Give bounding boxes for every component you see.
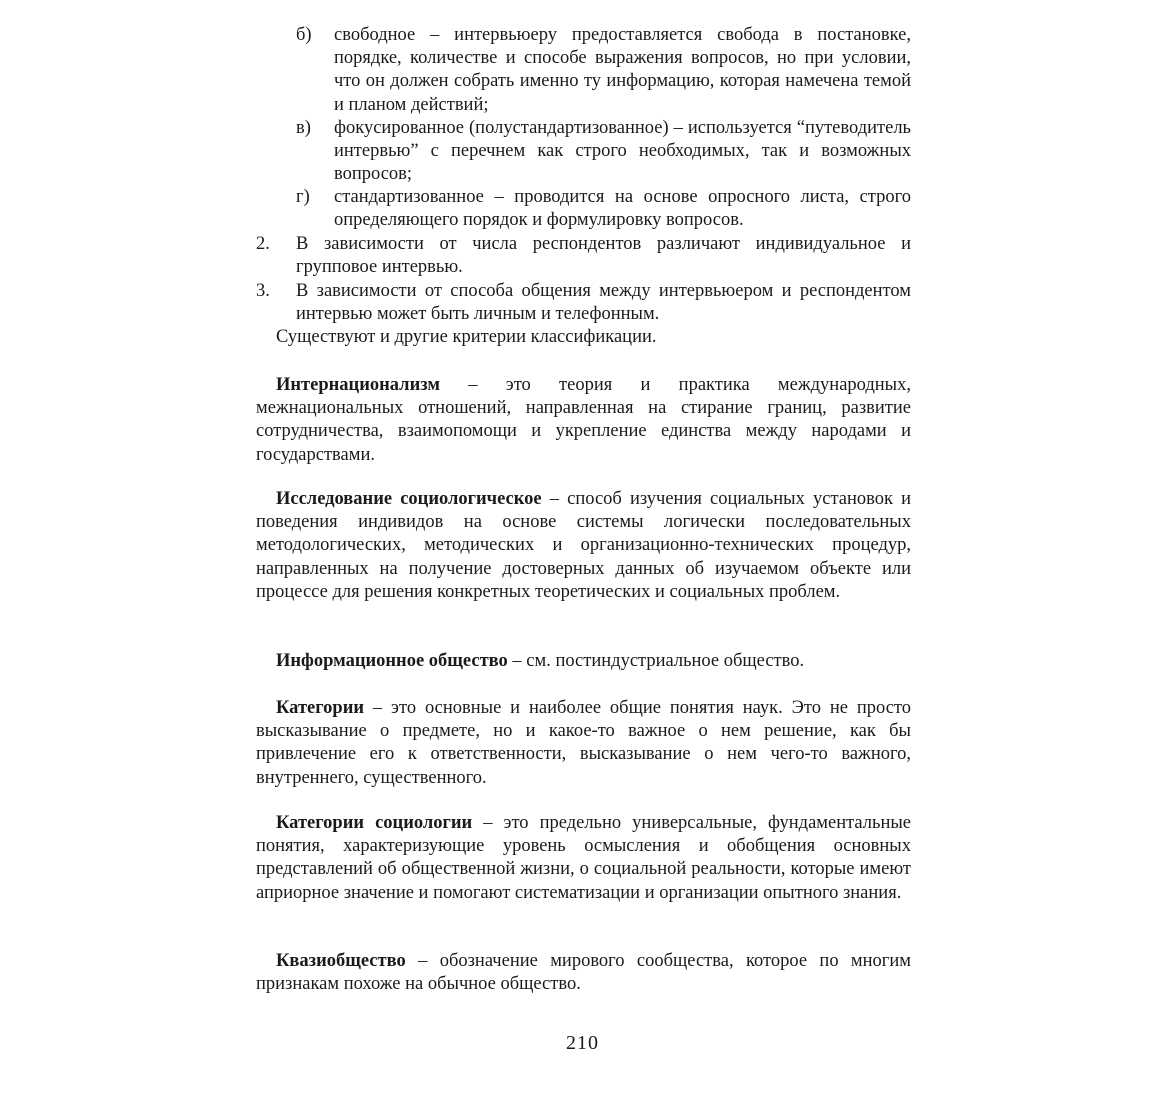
definition-information-society	[256, 650, 911, 673]
definition-term: Информационное общество	[276, 651, 508, 671]
list-item-text: стандартизованное – проводится на основе опросного листа, строго определяющего порядок и формулировку вопросов.	[334, 187, 911, 231]
list-item-text: В зависимости от способа общения между интервьюером и респондентом интервью может быть личным и телефонным.	[296, 281, 911, 325]
list-item-text: В зависимости от числа респондентов различают индивидуальное и групповое интервью.	[296, 234, 911, 278]
definition-term: Категории социологии	[276, 813, 473, 833]
definition-term: Квазиобщество	[276, 951, 406, 971]
definition-text: – см. постиндустриальное общество.	[507, 651, 805, 671]
definition-quasi-society	[256, 950, 911, 996]
list-marker: г)	[296, 187, 310, 207]
closing-note: Существуют и другие критерии классификации.	[276, 327, 657, 347]
definition-term: Исследование социологическое	[276, 489, 542, 509]
list-item	[296, 117, 911, 187]
list-item	[256, 280, 911, 326]
definition-internationalism	[256, 374, 911, 467]
list-item	[296, 24, 911, 117]
definition-term: Категории	[276, 698, 365, 718]
definition-text: – это предельно универсальные, фундаментальные понятия, характеризующие уровень осмысления и обобщения основных представлений об общественной жизни, о социальной реальности, которые имеют априорное значение и помогают систематизации и организации опытного знания.	[256, 813, 911, 903]
list-marker: в)	[296, 118, 311, 138]
definition-sociological-research	[256, 488, 911, 604]
list-marker: б)	[296, 25, 312, 45]
list-item-text: фокусированное (полустандартизованное) – используется “путеводитель интервью” с перечнем как строго необходимых, так и возможных вопросов;	[334, 118, 911, 185]
definition-term: Интернационализм	[276, 375, 440, 395]
definition-sociology-categories	[256, 812, 911, 905]
definition-text: – способ изучения социальных установок и поведения индивидов на основе системы логически последовательных методологических, методических и организационно-технических процедур, направленных на получение достоверных данных об изучаемом объекте или процессе для решения конкретных теоретических и социальных проблем.	[256, 489, 911, 602]
list-marker: 3.	[256, 281, 270, 301]
definition-categories	[256, 697, 911, 790]
definition-text: – это основные и наиболее общие понятия наук. Это не просто высказывание о предмете, но и какое-то важное о нем решение, как бы привлечение его к ответственности, высказывание о нем чего-то важного, внутреннего, существенного.	[256, 698, 911, 788]
list-item	[296, 186, 911, 232]
definition-text: – это теория и практика международных, межнациональных отношений, направленная на стирание границ, развитие сотрудничества, взаимопомощи и укрепление единства между народами и государствами.	[256, 375, 911, 465]
list-item	[256, 233, 911, 279]
page-number: 210	[566, 1032, 599, 1054]
list-marker: 2.	[256, 234, 270, 254]
definition-text: – обозначение мирового сообщества, которое по многим признакам похоже на обычное общество.	[256, 951, 911, 995]
list-item-text: свободное – интервьюеру предоставляется свобода в постановке, порядке, количестве и способе выражения вопросов, но при условии, что он должен собрать именно ту информацию, которая намечена темой и планом действий;	[334, 25, 911, 115]
